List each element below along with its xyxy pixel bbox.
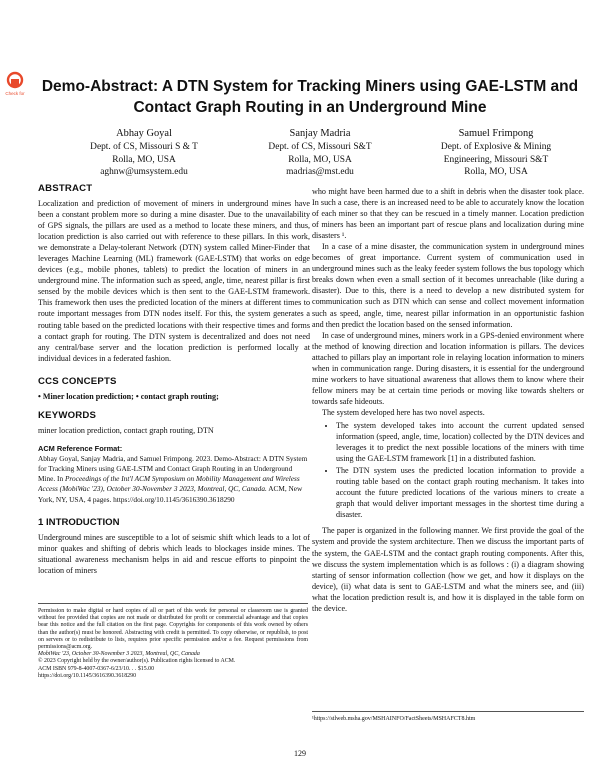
- abstract-section: [38, 183, 310, 364]
- doi-link[interactable]: https://doi.org/10.1145/3616390.3618290: [38, 672, 137, 679]
- author-location: Rolla, MO, USA: [112, 154, 176, 165]
- acm-ref-tail[interactable]: ACM, New York, NY, USA, 4 pages. https://doi.org/10.1145/3616390.3618290: [38, 484, 303, 504]
- ccs-text: • Miner location prediction; • contact graph routing;: [38, 391, 219, 401]
- abstract-text: Localization and prediction of movement of miners in underground mines have been a constant problem more so during a mine disaster. Due to the unavailability of GPS signals, the pillars are used as a method to locate these miners, and thus, location prediction is also carried out with reference to these pillars. In this work, we demonstrate a Delay-tolerant Network (DTN) system called Miner-Finder that leverages Machine Learning (ML) framework (GAE-LSTM) that works on edge devices (e.g., mobile phones, tablets) to predict the location of miners in an underground mine. The information such as speed, angle, time, nearest pillar is first sensed by the mobile devices which is then sent to the GAE-LSTM framework. This framework then uses the predicted location of the miners at different times to route important messages from DTN nodes itself. For this, the system generates a routing table based on the predicted locations with their respective times and forms a contact graph for routing. The DTN system is decentralized and does not need any central/base server and the location prediction is performed locally at individual devices in a federated fashion.: [38, 199, 310, 363]
- keywords-heading: KEYWORDS: [38, 409, 97, 421]
- author-name: Sanjay Madria: [289, 128, 351, 139]
- acm-ref-heading: ACM Reference Format:: [38, 443, 123, 453]
- permission-block: [38, 603, 308, 680]
- ccs-heading: CCS CONCEPTS: [38, 375, 117, 387]
- list-item: • The DTN system uses the predicted location information to provide a routing table based on the contact graph routing mechanism. It takes into account the future predicted locations of the various miners to create a graph that would deliver important messages in the shortest time during a disaster.: [336, 465, 584, 520]
- acm-ref-authors: Abhay Goyal, Sanjay Madria, and Samuel Frimpong. 2023. Demo-Abstract: A DTN System for Tracking Miners using GAE-LSTM and Contact Graph Routing in an Underground Mine. In: [38, 453, 308, 484]
- novelty-list: [312, 420, 584, 520]
- permission-text: Permission to make digital or hard copies of all or part of this work for personal or classroom use is granted without fee provided that copies are not made or distributed for profit or commercial advantage and that copies bear this notice and the full citation on the first page. Copyrights for components of this work owned by others than the author(s) must be honored. Abstracting with credit is permitted. To copy otherwise, or republish, to post on servers or to redistribute to lists, requires prior specific permission and/or a fee. Request permissions from permissions@acm.org.: [38, 608, 308, 651]
- author-2: [232, 127, 408, 179]
- footnote[interactable]: ¹https://stlweb.msha.gov/MSHAINFO/FactSheets/MSHAFCT8.htm: [312, 711, 584, 722]
- author-1: [56, 127, 232, 179]
- body-paragraph: In a case of a mine disaster, the communication system in underground mines becomes of great importance. Current system of communication used in underground mines such as the leaky feeder system follows the bus topology which breaks down when even a small section of it becomes unreachable (like during a disaster). Due to this, there is a need to develop a new distributed system for communication such as DTN which can sense and collect movement information such as speed, angle, time, nearest pillar information in an opportunistic fashion and then predict the location based on the sensed information.: [312, 242, 584, 329]
- author-3: [408, 127, 584, 179]
- author-email[interactable]: madrias@mst.edu: [286, 167, 354, 178]
- body-paragraph: In case of underground mines, miners work in a GPS-denied environment where the method of knowing direction and location information is pillars. The devices attached to pillars play an important role in relaying location information to miners when in communication range. During disasters, it is essential for the underground mine workers to have situational awareness that allows them to know where their fellow miners may be at certain time periods or moving like towards shelters or towards safe hideouts.: [312, 330, 584, 406]
- keywords-text: miner location prediction, contact graph routing, DTN: [38, 425, 214, 435]
- keywords-section: [38, 410, 310, 436]
- list-item: • The system developed takes into account the current updated sensed information (speed, angle, time, location) collected by the DTN devices and leverages it to predict the next possible locations of the miners with time using the GAE-LSTM framework [1] in a distributed fashion.: [336, 420, 584, 464]
- body-paragraph: who might have been harmed due to a shift in debris when the disaster took place. In such a case, there is an increased need to be able to accurately know the location of each miner so that they can be rescued in a timely manner. Location prediction of miners has been an important part of rescue plans and localization during mine disasters ¹.: [312, 187, 584, 241]
- body-paragraph: The paper is organized in the following manner. We first provide the goal of the system and provide the system architecture. Then we discuss the important parts of the system, the GAE-LSTM and the contact graph routing components. After this, we discuss the system implementation which is as follows : (i) a diagram showing starting of sensor information collection (how we get, and how it displays on the device), (ii) what data is sent to GAE-LSTM and what the miners see, and (iii) what the location prediction result is, and how it is displayed in the table form on the device.: [312, 526, 584, 613]
- paper-title: Demo-Abstract: A DTN System for Tracking Miners using GAE-LSTM and Contact Graph Routing in an Underground Mine: [41, 78, 579, 116]
- open-access-badge-icon[interactable]: [4, 70, 26, 98]
- author-name: Samuel Frimpong: [458, 128, 534, 139]
- ccs-section: [38, 376, 310, 402]
- intro-heading: 1 INTRODUCTION: [38, 516, 120, 528]
- author-dept: Dept. of CS, Missouri S & T: [90, 142, 198, 152]
- body-paragraph: The system developed here has two novel aspects.: [322, 407, 485, 417]
- author-email: Rolla, MO, USA: [464, 167, 528, 178]
- isbn-line: ACM ISBN 979-8-4007-0367-6/23/10. . . $15.00: [38, 665, 155, 672]
- author-location: Rolla, MO, USA: [288, 154, 352, 165]
- page-number: 129: [294, 749, 306, 758]
- svg-text:Check for: Check for: [5, 91, 25, 96]
- intro-paragraph: Underground mines are susceptible to a lot of seismic shift which leads to a lot of minor quakes and shifting of debris which leads to blockages inside mines. The situational awareness mechanism helps in aid and rescue efforts to pinpoint the location of miners: [38, 532, 310, 575]
- author-location: Engineering, Missouri S&T: [443, 154, 549, 165]
- right-column: [312, 186, 584, 746]
- author-dept: Dept. of Explosive & Mining: [440, 142, 552, 152]
- copyright-line: © 2023 Copyright held by the owner/author(s). Publication rights licensed to ACM.: [38, 658, 236, 665]
- author-dept: Dept. of CS, Missouri S&T: [268, 142, 372, 152]
- author-name: Abhay Goyal: [116, 128, 172, 139]
- conference-line: MobiWac '23, October 30-November 3 2023, Montreal, QC, Canada: [38, 651, 200, 658]
- author-block: [56, 127, 584, 179]
- abstract-heading: ABSTRACT: [38, 183, 93, 194]
- author-email[interactable]: aghnw@umsystem.edu: [100, 167, 188, 178]
- acm-reference: [38, 454, 310, 505]
- acm-ref-venue: Proceedings of the Int'l ACM Symposium on Mobility Management and Wireless Access (MobiWac '23), October 30-November 3 2023, Montreal, QC, Canada.: [38, 474, 300, 494]
